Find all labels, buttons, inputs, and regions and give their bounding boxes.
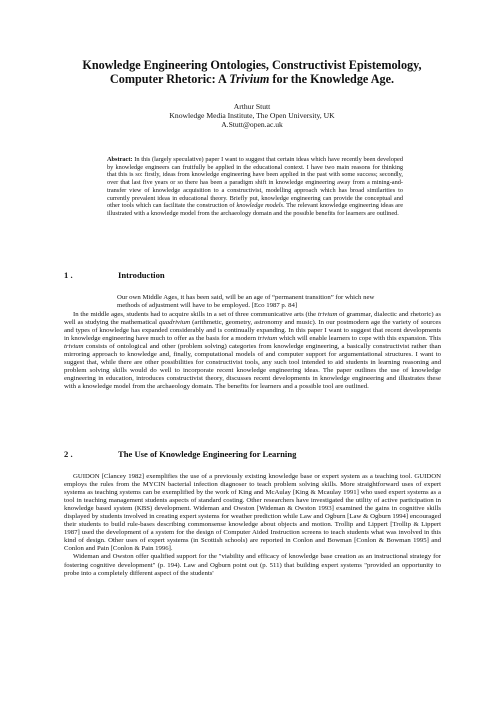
quote-line-1: Our own Middle Ages, it has been said, will be an age of “permanent transition” for which new bbox=[117, 294, 375, 301]
section-1-number: 1 . bbox=[64, 270, 73, 280]
introduction-body bbox=[64, 311, 441, 391]
abstract-text: In this (largely speculative) paper I want to suggest that certain ideas which have recently been developed by knowledge engineers can fruitfully be applied in the educational context. I have two main reasons for thinking that this is so: firstly, ideas from knowledge engineering have been applied in the past with some success; secondly, over that last five years or so there has been a paradigm shift in knowledge engineering away from a mining-and-transfer view of knowledge acquisition to a constructivist, modelling approach which has broad similarities to currently prevalent ideas in educational theory. Briefly put, knowledge engineering can provide the conceptual and other tools which can facilitate the construction of knowledge models. The relevant knowledge engineering ideas are illustrated with a knowledge model from the archaeology domain and the possible benefits for learners are outlined. bbox=[107, 156, 403, 217]
abstract-label: Abstract: bbox=[107, 156, 133, 163]
author-email: A.Stutt@open.ac.uk bbox=[221, 120, 283, 130]
title-trivium: Trivium bbox=[229, 72, 270, 86]
section-2-paragraph-1: GUIDON [Clancey 1982] exemplifies the use of a previously existing knowledge base or expert system as a teaching tool. GUIDON employs the rules from the MYCIN bacterial infection diagnoser to teach problem solving skills. More straightforward uses of expert systems as teaching systems can be exemplified by the work of King and McAulay [King & Mcaulay 1991] who used expert systems as a tool in teaching management students aspects of standard costing. Other researchers have investigated the utility of active participation in knowledge based system (KBS) development. Wideman and Owston [Wideman & Owston 1993] examined the gains in cognitive skills displayed by students involved in creating expert systems for weather prediction while Law and Ogburn [Law & Ogburn 1994] encouraged their students to build rule-bases describing commonsense knowledge about objects and motion. Trollip and Lippert [Trollip & Lippert 1987] used the development of a system for the design of Computer Aided Instruction screens to teach students what was involved in this kind of design. Other uses of expert systems (in Scottish schools) are reported in Conlon and Bowman [Conlon & Bowman 1995] and Conlon and Pain [Conlon & Pain 1996]. bbox=[64, 473, 441, 553]
quote-line-2: methods of adjustment will have to be employed. [Eco 1987 p. 84] bbox=[117, 302, 298, 310]
epigraph-quote bbox=[117, 294, 441, 310]
author-affiliation: Knowledge Media Institute, The Open University, UK bbox=[169, 111, 335, 121]
paper-title bbox=[40, 58, 464, 86]
section-1-heading bbox=[64, 270, 165, 280]
section-2-paragraph-2: Wideman and Owston offer qualified support for the "viability and efficacy of knowledge base creation as an instructional strategy for fostering cognitive development" (p. 194). Law and Ogburn point out (p. 511) that building expert systems "provided an opportunity to probe into a completely different aspect of the students' bbox=[64, 553, 441, 577]
title-line-2 bbox=[40, 72, 464, 86]
title-line-2-end: for the Knowledge Age. bbox=[269, 72, 395, 86]
section-2-body bbox=[64, 473, 441, 578]
section-2-title: The Use of Knowledge Engineering for Learning bbox=[118, 449, 297, 459]
section-1-title: Introduction bbox=[118, 270, 165, 280]
intro-paragraph: In the middle ages, students had to acquire skills in a set of three communicative arts (the trivium of grammar, dialectic and rhetoric) as well as studying the mathematical quadrivium (arithmetic, geometry, astronomy and music). In our postmodern age the variety of sources and types of knowledge has expanded considerably and is continually expanding. In this paper I want to suggest that recent developments in knowledge engineering have much to offer as the basis for a modern trivium which will enable learners to cope with this expansion. This trivium consists of ontological and other (problem solving) categories from knowledge engineering, a basically constructivist rather than mirroring approach to knowledge and, finally, computational models of and computer support for argumentational structures. I want to suggest that, while there are other possibilities for constructivist tools, any such tool intended to aid students in learning reasoning and problem solving skills would do well to incorporate recent knowledge engineering ideas. The paper outlines the use of knowledge engineering in education, introduces constructivist theory, discusses recent developments in knowledge engineering and illustrates these with a knowledge model from the archaeology domain. The benefits for learners and a possible tool are outlined. bbox=[64, 311, 441, 391]
section-2-heading bbox=[64, 449, 296, 459]
abstract bbox=[107, 156, 403, 218]
author-name: Arthur Stutt bbox=[233, 102, 271, 111]
author-block bbox=[60, 102, 444, 130]
title-line-1: Knowledge Engineering Ontologies, Constructivist Epistemology, bbox=[82, 58, 422, 72]
title-line-2-start: Computer Rhetoric: A bbox=[109, 72, 230, 86]
section-2-number: 2 . bbox=[64, 449, 73, 459]
